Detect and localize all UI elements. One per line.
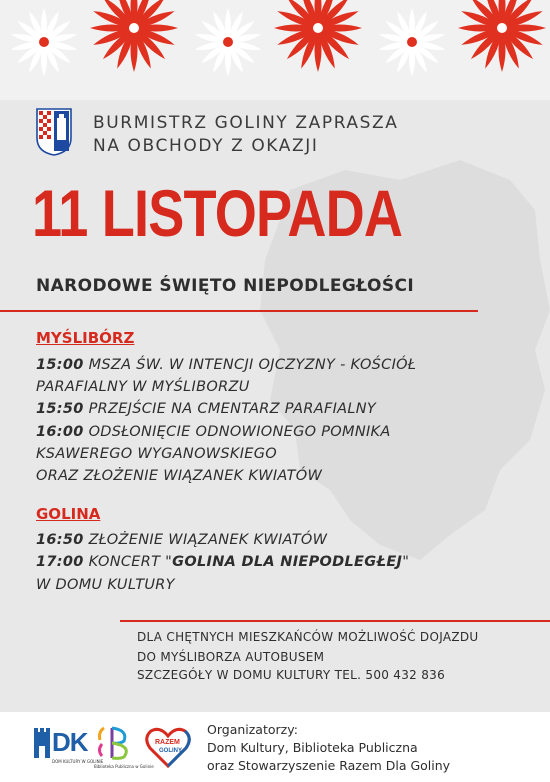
goliny-coat-of-arms-icon — [36, 108, 72, 156]
schedule-line — [36, 379, 250, 395]
section-title-golina: GOLINA — [36, 505, 101, 523]
holiday-name: NARODOWE ŚWIĘTO NIEPODLEGŁOŚCI — [36, 276, 415, 296]
schedule-text: MSZA ŚW. W INTENCJI OJCZYZNY - KOŚCIÓŁ — [83, 357, 417, 373]
biblioteka-logo-caption: Biblioteka Publiczna w Golinie — [94, 764, 154, 769]
dom-kultury-logo — [32, 726, 104, 766]
schedule-text: KSAWEREGO WYGANOWSKIEGO — [36, 446, 278, 462]
schedule-line — [36, 577, 175, 593]
dk-logo-text: DK — [52, 727, 88, 757]
schedule-time: 17:00 — [36, 554, 84, 570]
schedule-time: 16:00 — [36, 424, 84, 440]
section-title-mysliborz: MYŚLIBÓRZ — [36, 329, 135, 347]
biblioteka-logo — [94, 724, 154, 772]
footer — [0, 712, 550, 782]
razem-dla-goliny-logo — [145, 726, 191, 770]
red-flower-decoration — [458, 0, 546, 72]
schedule-line — [36, 401, 376, 417]
book-b-icon — [94, 724, 138, 764]
schedule-line — [36, 424, 391, 440]
schedule-text: PARAFIALNY W MYŚLIBORZU — [36, 379, 250, 395]
schedule-line — [36, 554, 409, 570]
transport-info-line-2: DO MYŚLIBORZA AUTOBUSEM — [137, 650, 325, 664]
organizers-line-1: Dom Kultury, Biblioteka Publiczna — [207, 740, 418, 755]
schedule-text: PRZEJŚCIE NA CMENTARZ PARAFIALNY — [83, 401, 377, 417]
schedule-time: 15:50 — [36, 401, 84, 417]
schedule-text: ORAZ ZŁOŻENIE WIĄZANEK KWIATÓW — [36, 468, 323, 484]
white-flower-decoration — [378, 8, 446, 76]
contact-info-line: SZCZEGÓŁY W DOMU KULTURY TEL. 500 432 836 — [137, 668, 446, 682]
organizer-line-2: NA OBCHODY Z OKAZJI — [93, 136, 319, 156]
white-flower-decoration — [10, 8, 78, 76]
schedule-line — [36, 357, 416, 373]
white-flower-decoration — [194, 8, 262, 76]
schedule-time: 15:00 — [36, 357, 84, 373]
red-flower-decoration — [90, 0, 178, 72]
schedule-text: ODSŁONIĘCIE ODNOWIONEGO POMNIKA — [83, 424, 391, 440]
red-flower-decoration — [274, 0, 362, 72]
transport-info-line-1: DLA CHĘTNYCH MIESZKAŃCÓW MOŻLIWOŚĆ DOJAZDU — [137, 630, 479, 644]
folk-pattern-decoration — [0, 0, 550, 100]
razem-logo-text-1: RAZEM — [155, 739, 180, 746]
schedule-text: ZŁOŻENIE WIĄZANEK KWIATÓW — [83, 532, 328, 548]
schedule-line — [36, 446, 277, 462]
event-date-heading: 11 LISTOPADA — [32, 176, 403, 250]
organizers-line-2: oraz Stowarzyszenie Razem Dla Goliny — [207, 758, 451, 773]
dk-logo-caption: DOM KULTURY W GOLINIE — [52, 759, 104, 764]
divider-line — [0, 310, 478, 312]
organizers-label: Organizatorzy: — [207, 722, 298, 737]
schedule-text: W DOMU KULTURY — [36, 577, 175, 593]
divider-line — [120, 620, 550, 622]
schedule-text: KONCERT " — [83, 554, 173, 570]
schedule-line — [36, 532, 327, 548]
organizer-line-1: BURMISTRZ GOLINY ZAPRASZA — [93, 113, 399, 133]
razem-logo-text-2: GOLINY — [159, 748, 183, 754]
schedule-time: 16:50 — [36, 532, 84, 548]
concert-title: GOLINA DLA NIEPODLEGŁEJ — [172, 554, 403, 570]
schedule-text-end: " — [402, 554, 410, 570]
schedule-line — [36, 468, 322, 484]
